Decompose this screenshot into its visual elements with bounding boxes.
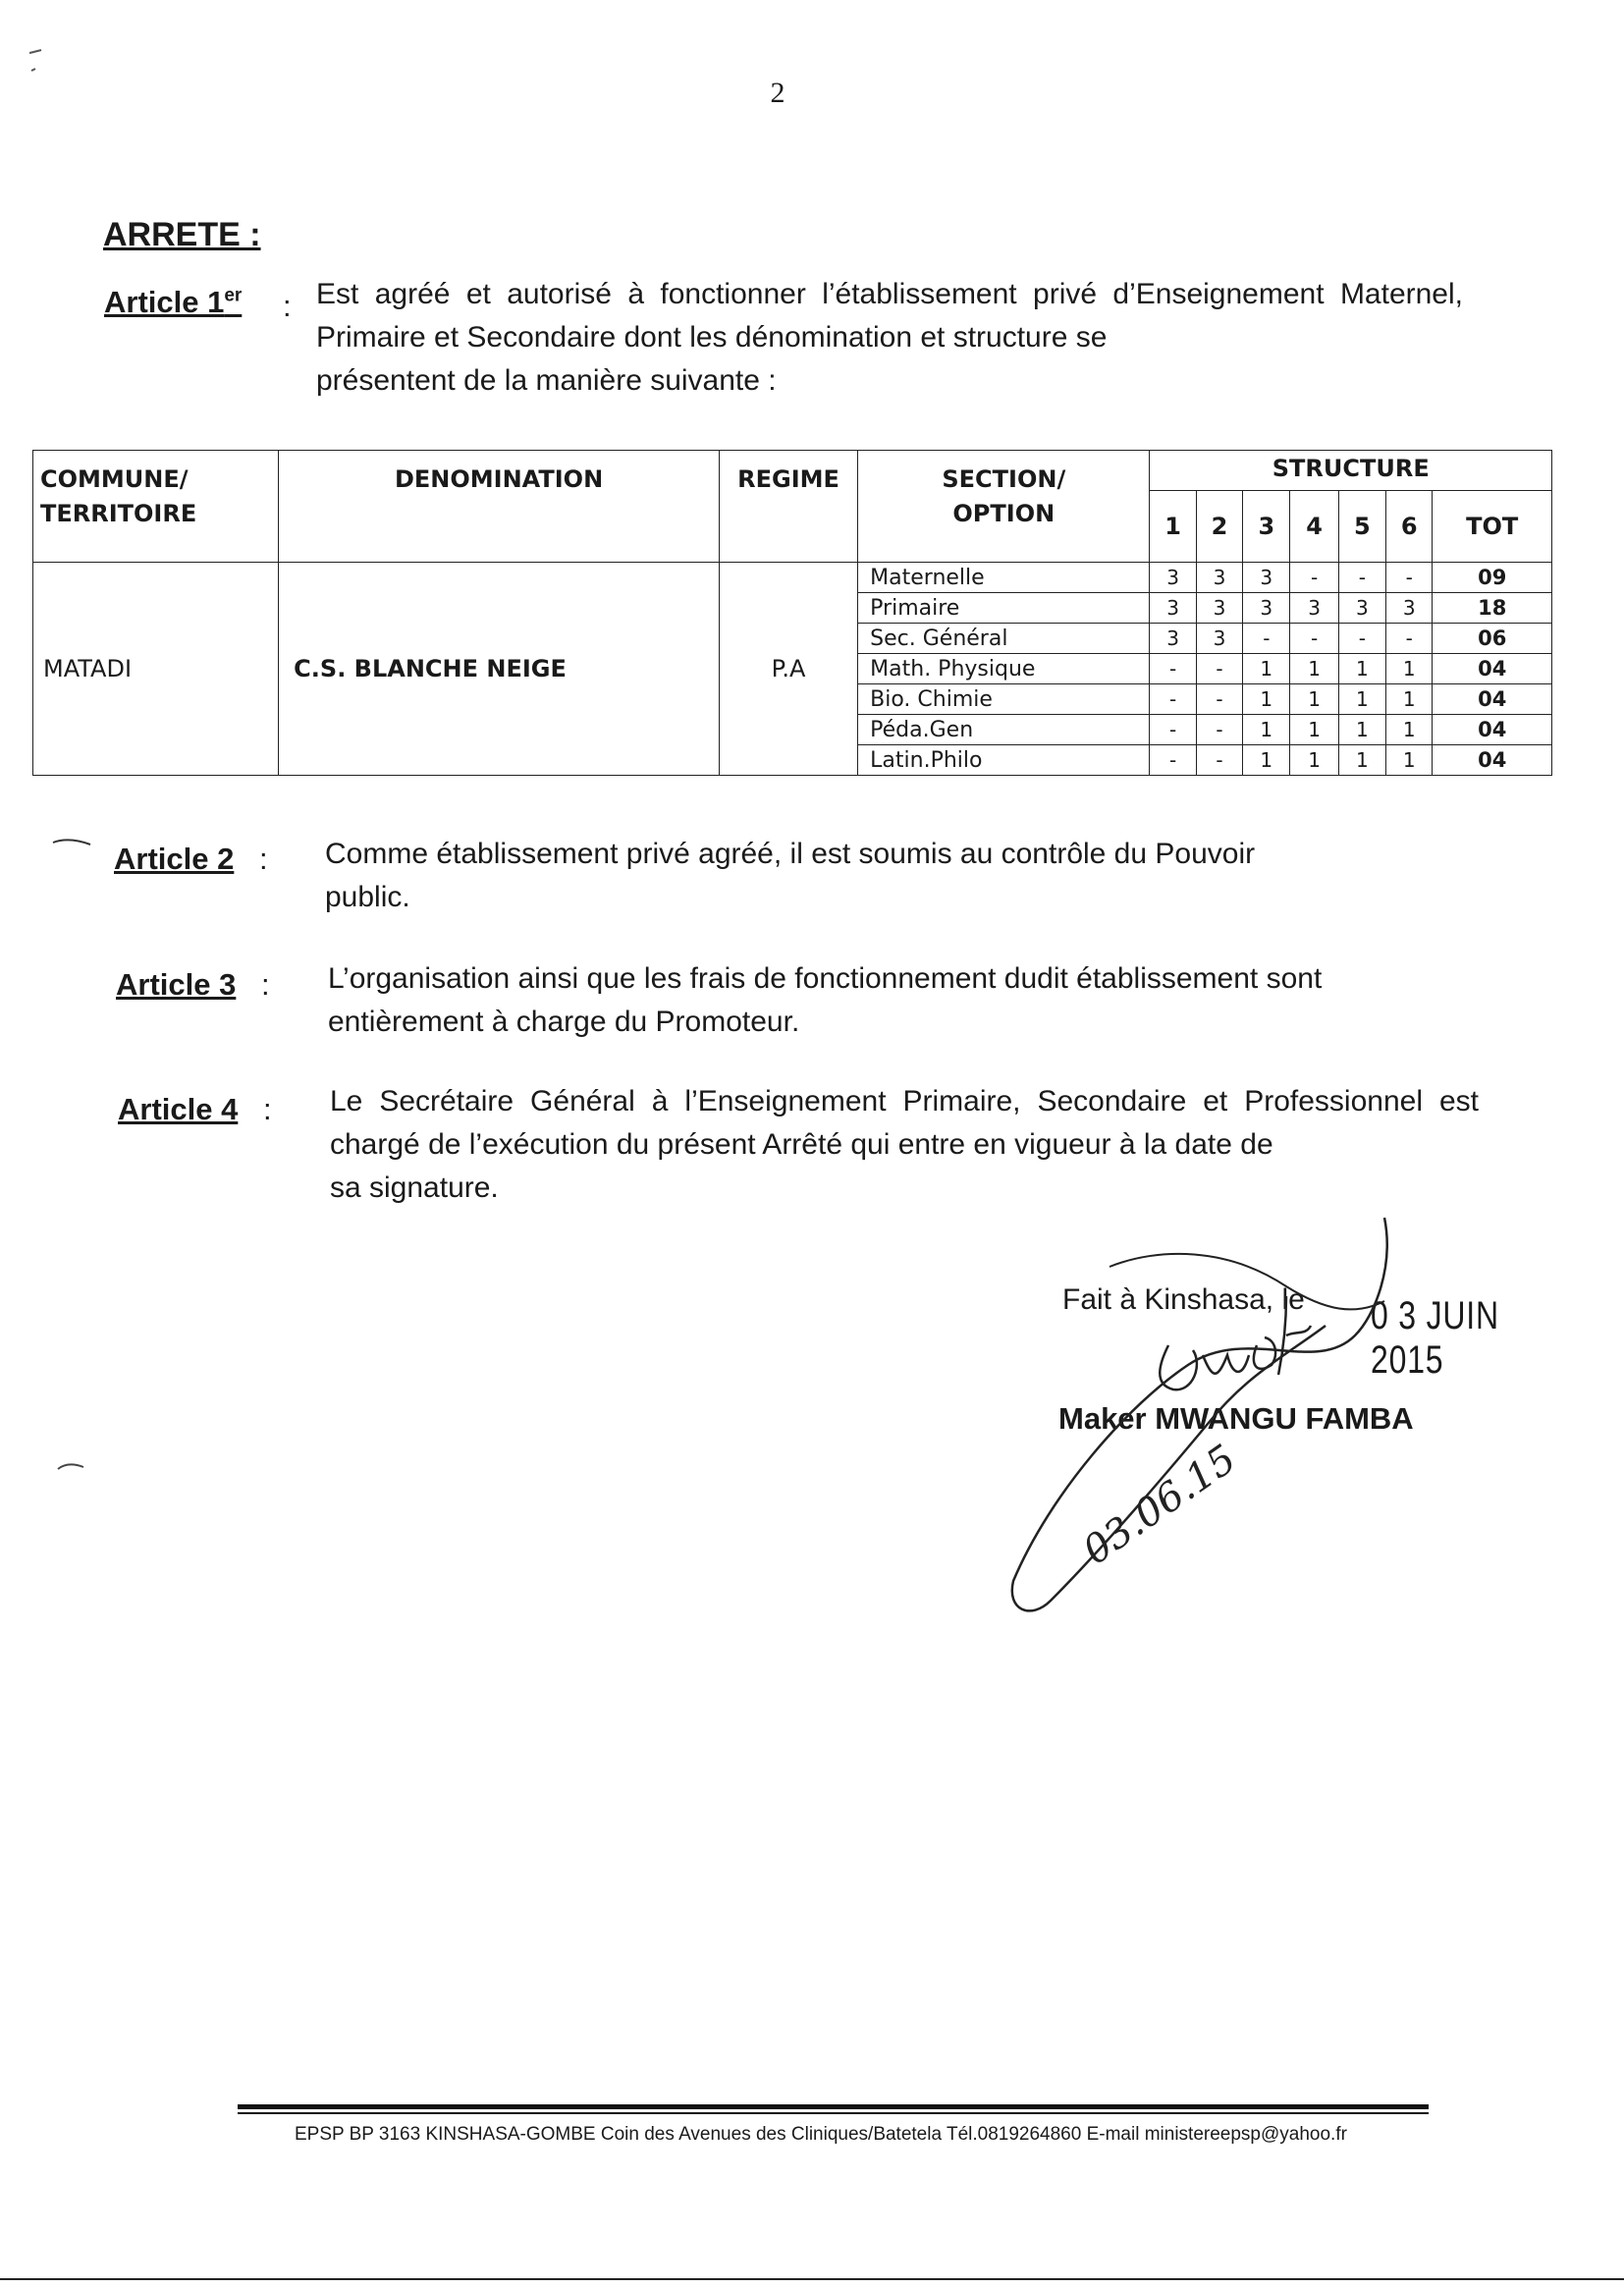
article3-colon: : — [261, 967, 270, 1002]
footer-address: EPSP BP 3163 KINSHASA-GOMBE Coin des Avenues des Cliniques/Batetela Tél.0819264860 E-mail ministereepsp@yahoo.fr — [295, 2124, 1347, 2145]
header-denomination: DENOMINATION — [279, 451, 720, 563]
value-cell: 1 — [1386, 715, 1433, 745]
article3-text: L’organisation ainsi que les frais de fonctionnement dudit établissement sont entièrement à charge du Promoteur. — [328, 962, 1323, 1038]
section-cell: Math. Physique — [858, 654, 1150, 684]
header-col: 1 — [1150, 491, 1196, 563]
section-cell: Bio. Chimie — [858, 684, 1150, 715]
value-cell: 1 — [1290, 654, 1338, 684]
value-cell: - — [1150, 715, 1196, 745]
total-cell: 04 — [1433, 654, 1552, 684]
value-cell: - — [1243, 624, 1290, 654]
value-cell: 1 — [1290, 745, 1338, 776]
value-cell: 3 — [1150, 593, 1196, 624]
value-cell: 1 — [1243, 745, 1290, 776]
section-cell: Latin.Philo — [858, 745, 1150, 776]
value-cell: 3 — [1290, 593, 1338, 624]
commune-cell: MATADI — [33, 563, 279, 776]
header-col: 4 — [1290, 491, 1338, 563]
total-cell: 04 — [1433, 684, 1552, 715]
value-cell: 1 — [1386, 684, 1433, 715]
value-cell: 1 — [1338, 715, 1385, 745]
value-cell: - — [1196, 654, 1242, 684]
scan-mark — [27, 47, 57, 77]
value-cell: 3 — [1150, 563, 1196, 593]
value-cell: - — [1338, 563, 1385, 593]
value-cell: 1 — [1290, 684, 1338, 715]
value-cell: 1 — [1386, 654, 1433, 684]
footer-rule — [238, 2112, 1429, 2114]
value-cell: 3 — [1196, 563, 1242, 593]
value-cell: 1 — [1386, 745, 1433, 776]
regime-cell: P.A — [719, 563, 857, 776]
value-cell: - — [1290, 563, 1338, 593]
value-cell: - — [1196, 715, 1242, 745]
article2-colon: : — [259, 842, 268, 876]
scan-mark — [49, 835, 98, 854]
value-cell: - — [1338, 624, 1385, 654]
header-col: 6 — [1386, 491, 1433, 563]
value-cell: - — [1386, 624, 1433, 654]
value-cell: 3 — [1196, 624, 1242, 654]
article2-text: Comme établissement privé agréé, il est soumis au contrôle du Pouvoir public. — [325, 838, 1256, 913]
value-cell: 3 — [1243, 563, 1290, 593]
article4-label: Article 4 — [118, 1092, 239, 1126]
value-cell: 3 — [1243, 593, 1290, 624]
value-cell: - — [1196, 745, 1242, 776]
article3-label: Article 3 — [116, 967, 237, 1002]
value-cell: 1 — [1243, 684, 1290, 715]
page-edge — [0, 2278, 1624, 2280]
article1-label: Article 1er — [104, 285, 243, 319]
header-col: 3 — [1243, 491, 1290, 563]
value-cell: 3 — [1196, 593, 1242, 624]
article2-label: Article 2 — [114, 842, 235, 876]
value-cell: 3 — [1150, 624, 1196, 654]
article4-colon: : — [263, 1092, 272, 1126]
value-cell: 1 — [1338, 654, 1385, 684]
article1-colon: : — [283, 289, 292, 323]
header-col: 2 — [1196, 491, 1242, 563]
value-cell: - — [1150, 745, 1196, 776]
scan-mark — [54, 1457, 103, 1477]
value-cell: 1 — [1243, 715, 1290, 745]
value-cell: 1 — [1338, 684, 1385, 715]
value-cell: - — [1386, 563, 1433, 593]
section-cell: Sec. Général — [858, 624, 1150, 654]
value-cell: - — [1290, 624, 1338, 654]
section-cell: Maternelle — [858, 563, 1150, 593]
article4-text: Le Secrétaire Général à l’Enseignement Primaire, Secondaire et Professionnel est chargé de l’exécution du présent Arrêté qui entre en vigueur à la date de sa signature. — [330, 1085, 1479, 1204]
header-commune: COMMUNE/ TERRITOIRE — [33, 451, 279, 563]
value-cell: 3 — [1386, 593, 1433, 624]
value-cell: 3 — [1338, 593, 1385, 624]
header-structure: STRUCTURE — [1150, 451, 1552, 491]
structure-table — [32, 450, 1552, 776]
page-number: 2 — [770, 77, 785, 109]
denomination-cell: C.S. BLANCHE NEIGE — [279, 563, 720, 776]
document-heading: ARRETE : — [103, 216, 261, 253]
value-cell: 1 — [1338, 745, 1385, 776]
total-cell: 04 — [1433, 715, 1552, 745]
article1-text: Est agréé et autorisé à fonctionner l’établissement privé d’Enseignement Maternel, Primaire et Secondaire dont les dénomination et structure se présentent de la manière suivante : — [316, 278, 1463, 397]
footer-rule — [238, 2104, 1429, 2109]
value-cell: - — [1150, 684, 1196, 715]
header-tot: TOT — [1433, 491, 1552, 563]
section-cell: Primaire — [858, 593, 1150, 624]
value-cell: - — [1196, 684, 1242, 715]
total-cell: 04 — [1433, 745, 1552, 776]
value-cell: 1 — [1243, 654, 1290, 684]
signature-place: Fait à Kinshasa, le — [1062, 1283, 1305, 1316]
header-regime: REGIME — [719, 451, 857, 563]
total-cell: 18 — [1433, 593, 1552, 624]
value-cell: 1 — [1290, 715, 1338, 745]
value-cell: - — [1150, 654, 1196, 684]
total-cell: 06 — [1433, 624, 1552, 654]
date-stamp: 0 3 JUIN 2015 — [1371, 1294, 1499, 1382]
total-cell: 09 — [1433, 563, 1552, 593]
handwritten-date: 03.06.15 — [1075, 1436, 1245, 1574]
header-section: SECTION/ OPTION — [858, 451, 1150, 563]
handwritten-signature — [992, 1208, 1443, 1630]
header-col: 5 — [1338, 491, 1385, 563]
signer-name: Maker MWANGU FAMBA — [1058, 1401, 1414, 1436]
section-cell: Péda.Gen — [858, 715, 1150, 745]
